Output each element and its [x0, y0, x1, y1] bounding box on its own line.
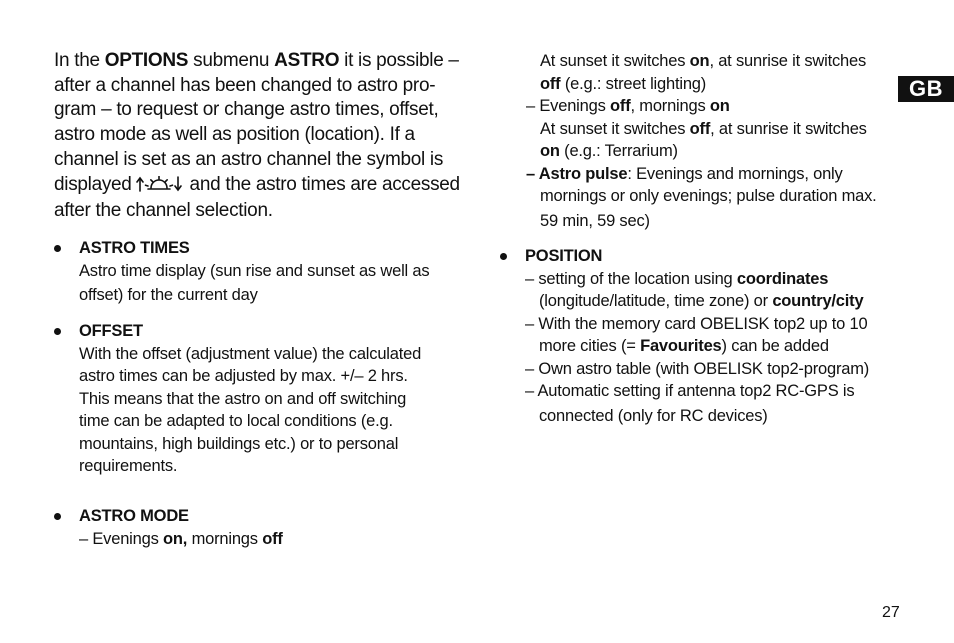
- bullet-icon: [54, 245, 61, 252]
- country-city-term: country/city: [772, 292, 864, 310]
- body-text: , at sunrise it switches: [709, 52, 867, 70]
- body-line: mornings or only evenings; pulse duration max.: [540, 187, 877, 205]
- intro-text: it is possible –: [339, 50, 459, 71]
- dash-text: , mornings: [630, 97, 710, 115]
- body-line: offset) for the current day: [79, 286, 258, 304]
- bullet-icon: [54, 328, 61, 335]
- offset-section: [54, 320, 484, 478]
- position-section: [500, 245, 916, 427]
- intro-text: and the astro times are accessed: [184, 173, 460, 195]
- dash-text: mornings: [187, 529, 263, 548]
- body-text: more cities (=: [539, 337, 641, 355]
- dash-text: –: [526, 164, 539, 183]
- body-text: At sunset it switches: [540, 52, 690, 70]
- intro-line: astro mode as well as position (location). If a: [54, 124, 415, 146]
- dash-text: – Evenings: [526, 97, 611, 115]
- body-text: (longitude/latitude, time zone) or: [539, 292, 773, 310]
- bullet-icon: [500, 253, 507, 260]
- on-term: on: [709, 97, 730, 115]
- section-heading: POSITION: [525, 247, 603, 265]
- on-term: on: [540, 142, 560, 160]
- options-term: OPTIONS: [104, 50, 189, 71]
- astro-term: ASTRO: [274, 50, 340, 71]
- body-line: connected (only for RC devices): [539, 406, 768, 425]
- body-line: time can be adapted to local conditions (e.g.: [79, 412, 393, 430]
- body-line: mountains, high buildings etc.) or to personal: [79, 434, 399, 453]
- intro-text: submenu: [188, 50, 275, 71]
- body-text: ) can be added: [721, 337, 829, 355]
- dash-text: – Evenings: [79, 529, 164, 548]
- off-term: off: [610, 97, 631, 115]
- section-heading: OFFSET: [79, 322, 143, 340]
- bullet-icon: [54, 513, 61, 520]
- body-line: Astro time display (sun rise and sunset as well as: [79, 261, 430, 280]
- body-line: – Own astro table (with OBELISK top2-program): [525, 359, 870, 378]
- body-line: With the offset (adjustment value) the calculated: [79, 344, 422, 363]
- body-text: (e.g.: street lighting): [560, 74, 707, 93]
- off-term: off: [540, 74, 561, 93]
- intro-paragraph: [54, 49, 484, 224]
- astro-mode-section: [54, 505, 484, 550]
- astro-times-section: [54, 237, 484, 307]
- intro-line: channel is set as an astro channel the symbol is: [54, 148, 444, 170]
- on-term: on: [689, 52, 710, 70]
- astro-mode-continued: [526, 50, 916, 232]
- on-term: on,: [163, 529, 188, 548]
- body-text: , at sunrise it switches: [710, 119, 867, 138]
- body-line: This means that the astro on and off switching: [79, 389, 407, 408]
- body-line: – With the memory card OBELISK top2 up to 10: [525, 314, 868, 333]
- astro-sun-symbol-icon: [136, 175, 182, 200]
- off-term: off: [689, 119, 711, 138]
- intro-line: after a channel has been changed to astro pro-: [54, 74, 436, 96]
- body-line: requirements.: [79, 457, 178, 475]
- coordinates-term: coordinates: [736, 269, 829, 288]
- body-line: – Automatic setting if antenna top2 RC-GPS is: [525, 382, 855, 400]
- body-text: (e.g.: Terrarium): [559, 142, 678, 160]
- intro-line: gram – to request or change astro times, offset,: [54, 99, 439, 121]
- astro-pulse-term: Astro pulse: [538, 164, 628, 183]
- body-text: – setting of the location using: [525, 269, 737, 288]
- favourites-term: Favourites: [640, 337, 722, 355]
- intro-text: displayed: [54, 173, 132, 195]
- body-line: astro times can be adjusted by max. +/– 2 hrs.: [79, 367, 408, 385]
- intro-line: after the channel selection.: [54, 200, 273, 222]
- section-heading: ASTRO MODE: [79, 507, 189, 525]
- page-number: 27: [882, 604, 900, 621]
- section-heading: ASTRO TIMES: [79, 239, 190, 257]
- body-line: 59 min, 59 sec): [540, 211, 650, 230]
- language-tab-gb: GB: [898, 76, 954, 102]
- intro-text: In the: [54, 50, 105, 71]
- body-text: At sunset it switches: [540, 119, 690, 138]
- body-text: : Evenings and mornings, only: [627, 164, 843, 183]
- off-term: off: [262, 529, 283, 548]
